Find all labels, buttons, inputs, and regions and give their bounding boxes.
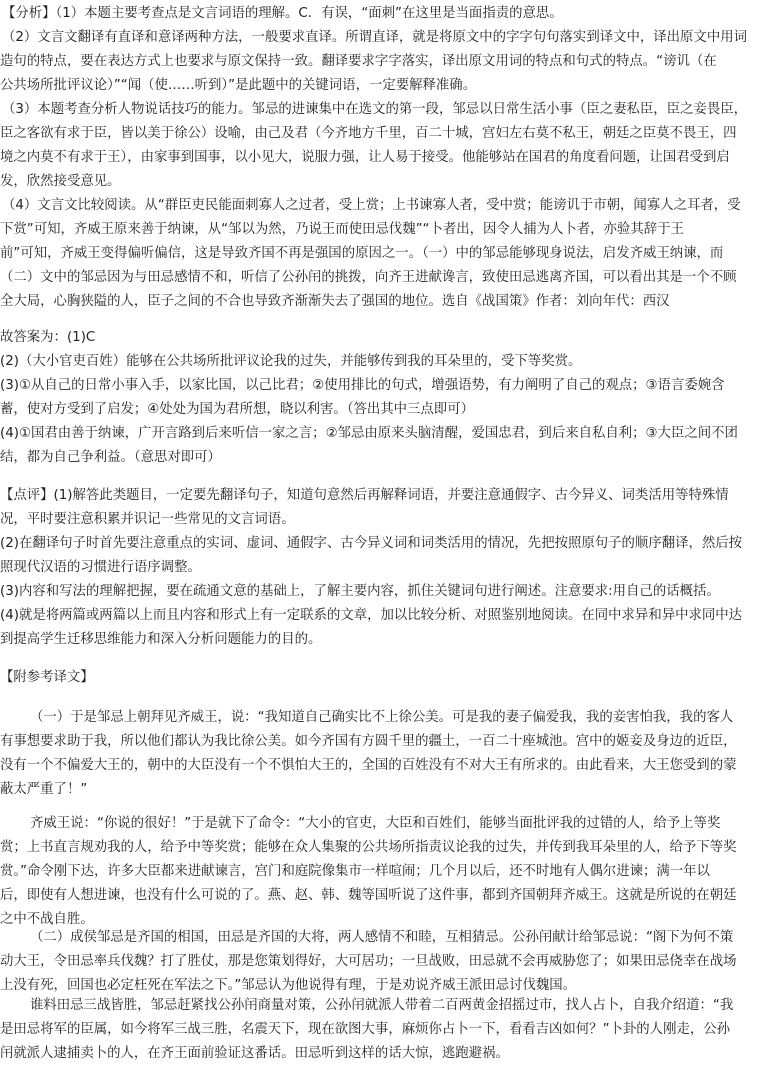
answer-section bbox=[0, 326, 774, 470]
answer-line: 故答案为：(1)C bbox=[0, 330, 96, 345]
answer-line: (3)①从自己的日常小事入手，以家比国，以己比君；②使用排比的句式，增强语势，有力阐明了自己的观点；③语言委婉含 bbox=[0, 378, 725, 393]
analysis-line: 前”可知，齐威王变得偏听偏信，这是导致齐国不再是强国的原因之一。（一）中的邹忌能够现身说法，启发齐威王纳谏，而 bbox=[0, 246, 724, 261]
paragraph-line: 后，即使有人想进谏，也没有什么可说的了。燕、赵、韩、魏等国听说了这件事，都到齐国朝拜齐威王。这就是所说的在朝廷 bbox=[0, 888, 737, 903]
analysis-line: 臣之客欲有求于臣，皆以美于徐公）设喻，由己及君（今齐地方千里，百二十城，宫妇左右莫不私王，朝廷之臣莫不畏王，四 bbox=[0, 126, 737, 141]
analysis-line: （3）本题考查分析人物说话技巧的能力。邹忌的进谏集中在选文的第一段，邹忌以日常生活小事（臣之妻私臣，臣之妾畏臣， bbox=[2, 102, 747, 117]
answer-line: (2)（大小官吏百姓）能够在公共场所批评议论我的过失，并能够传到我的耳朵里的，受下等奖赏。 bbox=[0, 354, 582, 369]
analysis-line: （2）文言文翻译有直译和意译两种方法，一般要求直译。所谓直译，就是将原文中的字字句句落实到译文中，译出原文中用词 bbox=[2, 30, 747, 45]
paragraph-line: 上没有死，回国也必定枉死在军法之下。”邹忌认为他说得有理，于是劝说齐威王派田忌讨伐魏国。 bbox=[0, 978, 577, 993]
analysis-line: 境之内莫不有求于王），由家事到国事，以小见大，说服力强，让人易于接受。他能够站在国君的角度看问题，让国君受到启 bbox=[0, 150, 730, 165]
translation-heading: 【附参考译文】 bbox=[0, 670, 94, 685]
analysis-line: 发，欣然接受意见。 bbox=[0, 174, 121, 189]
answer-line: (4)①国君由善于纳谏，广开言路到后来听信一家之言；②邹忌由原来头脑清醒，爱国忠君，到后来自私自利；③大臣之间不团 bbox=[0, 426, 738, 441]
paragraph-line: （一）于是邹忌上朝拜见齐威王，说：“我知道自己确实比不上徐公美。可是我的妻子偏爱我，我的妾害怕我，我的客人 bbox=[30, 710, 734, 725]
translation-paragraph-1 bbox=[0, 706, 774, 802]
translation-paragraph-4 bbox=[0, 994, 774, 1066]
paragraph-line: 有事想要求助于我，所以他们都认为我比徐公美。如今齐国有方圆千里的疆土，一百二十座城池。宫中的姬妾及身边的近臣， bbox=[0, 734, 737, 749]
paragraph-line: 是田忌将军的臣属，如今将军三战三胜，名震天下，现在欲图大事，麻烦你占卜一下，看看吉凶如何？”卜卦的人刚走，公孙 bbox=[0, 1022, 731, 1037]
comment-line: 况，平时要注意积累并识记一些常见的文言词语。 bbox=[0, 512, 295, 527]
analysis-line: （二）文中的邹忌因为与田忌感情不和，听信了公孙闬的挑拨，向齐王进献谗言，致使田忌逃离齐国，可以看出其是一个不顾 bbox=[0, 270, 737, 285]
comment-section bbox=[0, 484, 774, 652]
paragraph-line: 齐威王说：“你说的很好！”于是就下了命令：“大小的官吏，大臣和百姓们，能够当面批评我的过错的人，给予上等奖 bbox=[30, 816, 721, 831]
paragraph-line: 动大王，令田忌率兵伐魏？打了胜仗，那是您策划得好，大可居功；一旦战败，田忌就不会再威胁您了；如果田忌侥幸在战场 bbox=[0, 954, 737, 969]
answer-line: 蓄，使对方受到了启发；④处处为国为君所想，晓以利害。（答出其中三点即可） bbox=[0, 402, 474, 417]
analysis-section bbox=[0, 2, 774, 314]
paragraph-line: 谁料田忌三战皆胜，邹忌赶紧找公孙闬商量对策，公孙闬就派人带着二百两黄金招摇过市，找人占卜，自我介绍道：“我 bbox=[30, 998, 734, 1013]
translation-paragraph-2 bbox=[0, 812, 774, 932]
translation-paragraph-3 bbox=[0, 926, 774, 998]
analysis-line: 造句的特点，要在表达方式上也要求与原文保持一致。翻译要求字字落实，译出原文用词的特点和句式的特点。“谤讥（在 bbox=[0, 54, 717, 69]
analysis-line: 【分析】（1）本题主要考查点是文言词语的理解。C．有误，“面刺”在这里是当面指责的意思。 bbox=[2, 6, 563, 21]
paragraph-line: 没有一个不偏爱大王的，朝中的大臣没有一个不惧怕大王的，全国的百姓没有不对大王有所求的。由此看来，大王您受到的蒙 bbox=[0, 758, 737, 773]
paragraph-line: （二）成侯邹忌是齐国的相国，田忌是齐国的大将，两人感情不和睦，互相猜忌。公孙闬献计给邹忌说：“阁下为何不策 bbox=[30, 930, 734, 945]
comment-line: 【点评】(1)解答此类题目，一定要先翻译句子，知道句意然后再解释词语，并要注意通假字、古今异义、词类活用等特殊情 bbox=[0, 488, 729, 503]
paragraph-line: 蔽太严重了！” bbox=[0, 782, 88, 797]
analysis-line: 全大局，心胸狭隘的人，臣子之间的不合也导致齐渐渐失去了强国的地位。选自《战国策》作者：刘向年代：西汉 bbox=[0, 294, 670, 309]
analysis-line: 公共场所批评议论）”“闻（使……听到）”是此题中的关键词语，一定要解释准确。 bbox=[0, 78, 477, 93]
analysis-line: 下赏”可知，齐威王原来善于纳谏，从“邹以为然，乃说王而使田忌伐魏”“卜者出，因令人捕为人卜者，亦验其辞于王 bbox=[0, 222, 684, 237]
comment-line: 到提高学生迁移思维能力和深入分析问题能力的目的。 bbox=[0, 632, 322, 647]
analysis-line: （4）文言文比较阅读。从“群臣吏民能面刺寡人之过者，受上赏；上书谏寡人者，受中赏；能谤讥于市朝，闻寡人之耳者，受 bbox=[2, 198, 741, 213]
paragraph-line: 闬就派人逮捕卖卜的人，在齐王面前验证这番话。田忌听到这样的话大惊，逃跑避祸。 bbox=[0, 1046, 509, 1061]
comment-line: (3)内容和写法的理解把握，要在疏通文意的基础上，了解主要内容，抓住关键词句进行阐述。注意要求:用自己的话概括。 bbox=[0, 584, 720, 599]
comment-line: (4)就是将两篇或两篇以上而且内容和形式上有一定联系的文章，加以比较分析、对照鉴别地阅读。在同中求异和异中求同中达 bbox=[0, 608, 743, 623]
answer-line: 结，都为自己争利益。（意思对即可） bbox=[0, 450, 221, 465]
comment-line: 照现代汉语的习惯进行语序调整。 bbox=[0, 560, 201, 575]
translation-section bbox=[0, 666, 774, 690]
paragraph-line: 赏。”命令刚下达，许多大臣都来进献谏言，宫门和庭院像集市一样喧闹；几个月以后，还不时地有人偶尔进谏；满一年以 bbox=[0, 864, 710, 879]
paragraph-line: 之中不战自胜。 bbox=[0, 912, 94, 927]
comment-line: (2)在翻译句子时首先要注意重点的实词、虚词、通假字、古今异义词和词类活用的情况，先把按照原句子的顺序翻译，然后按 bbox=[0, 536, 743, 551]
paragraph-line: 赏；上书直言规劝我的人，给予中等奖赏；能够在众人集聚的公共场所指责议论我的过失，并传到我耳朵里的人，给予下等奖 bbox=[0, 840, 737, 855]
